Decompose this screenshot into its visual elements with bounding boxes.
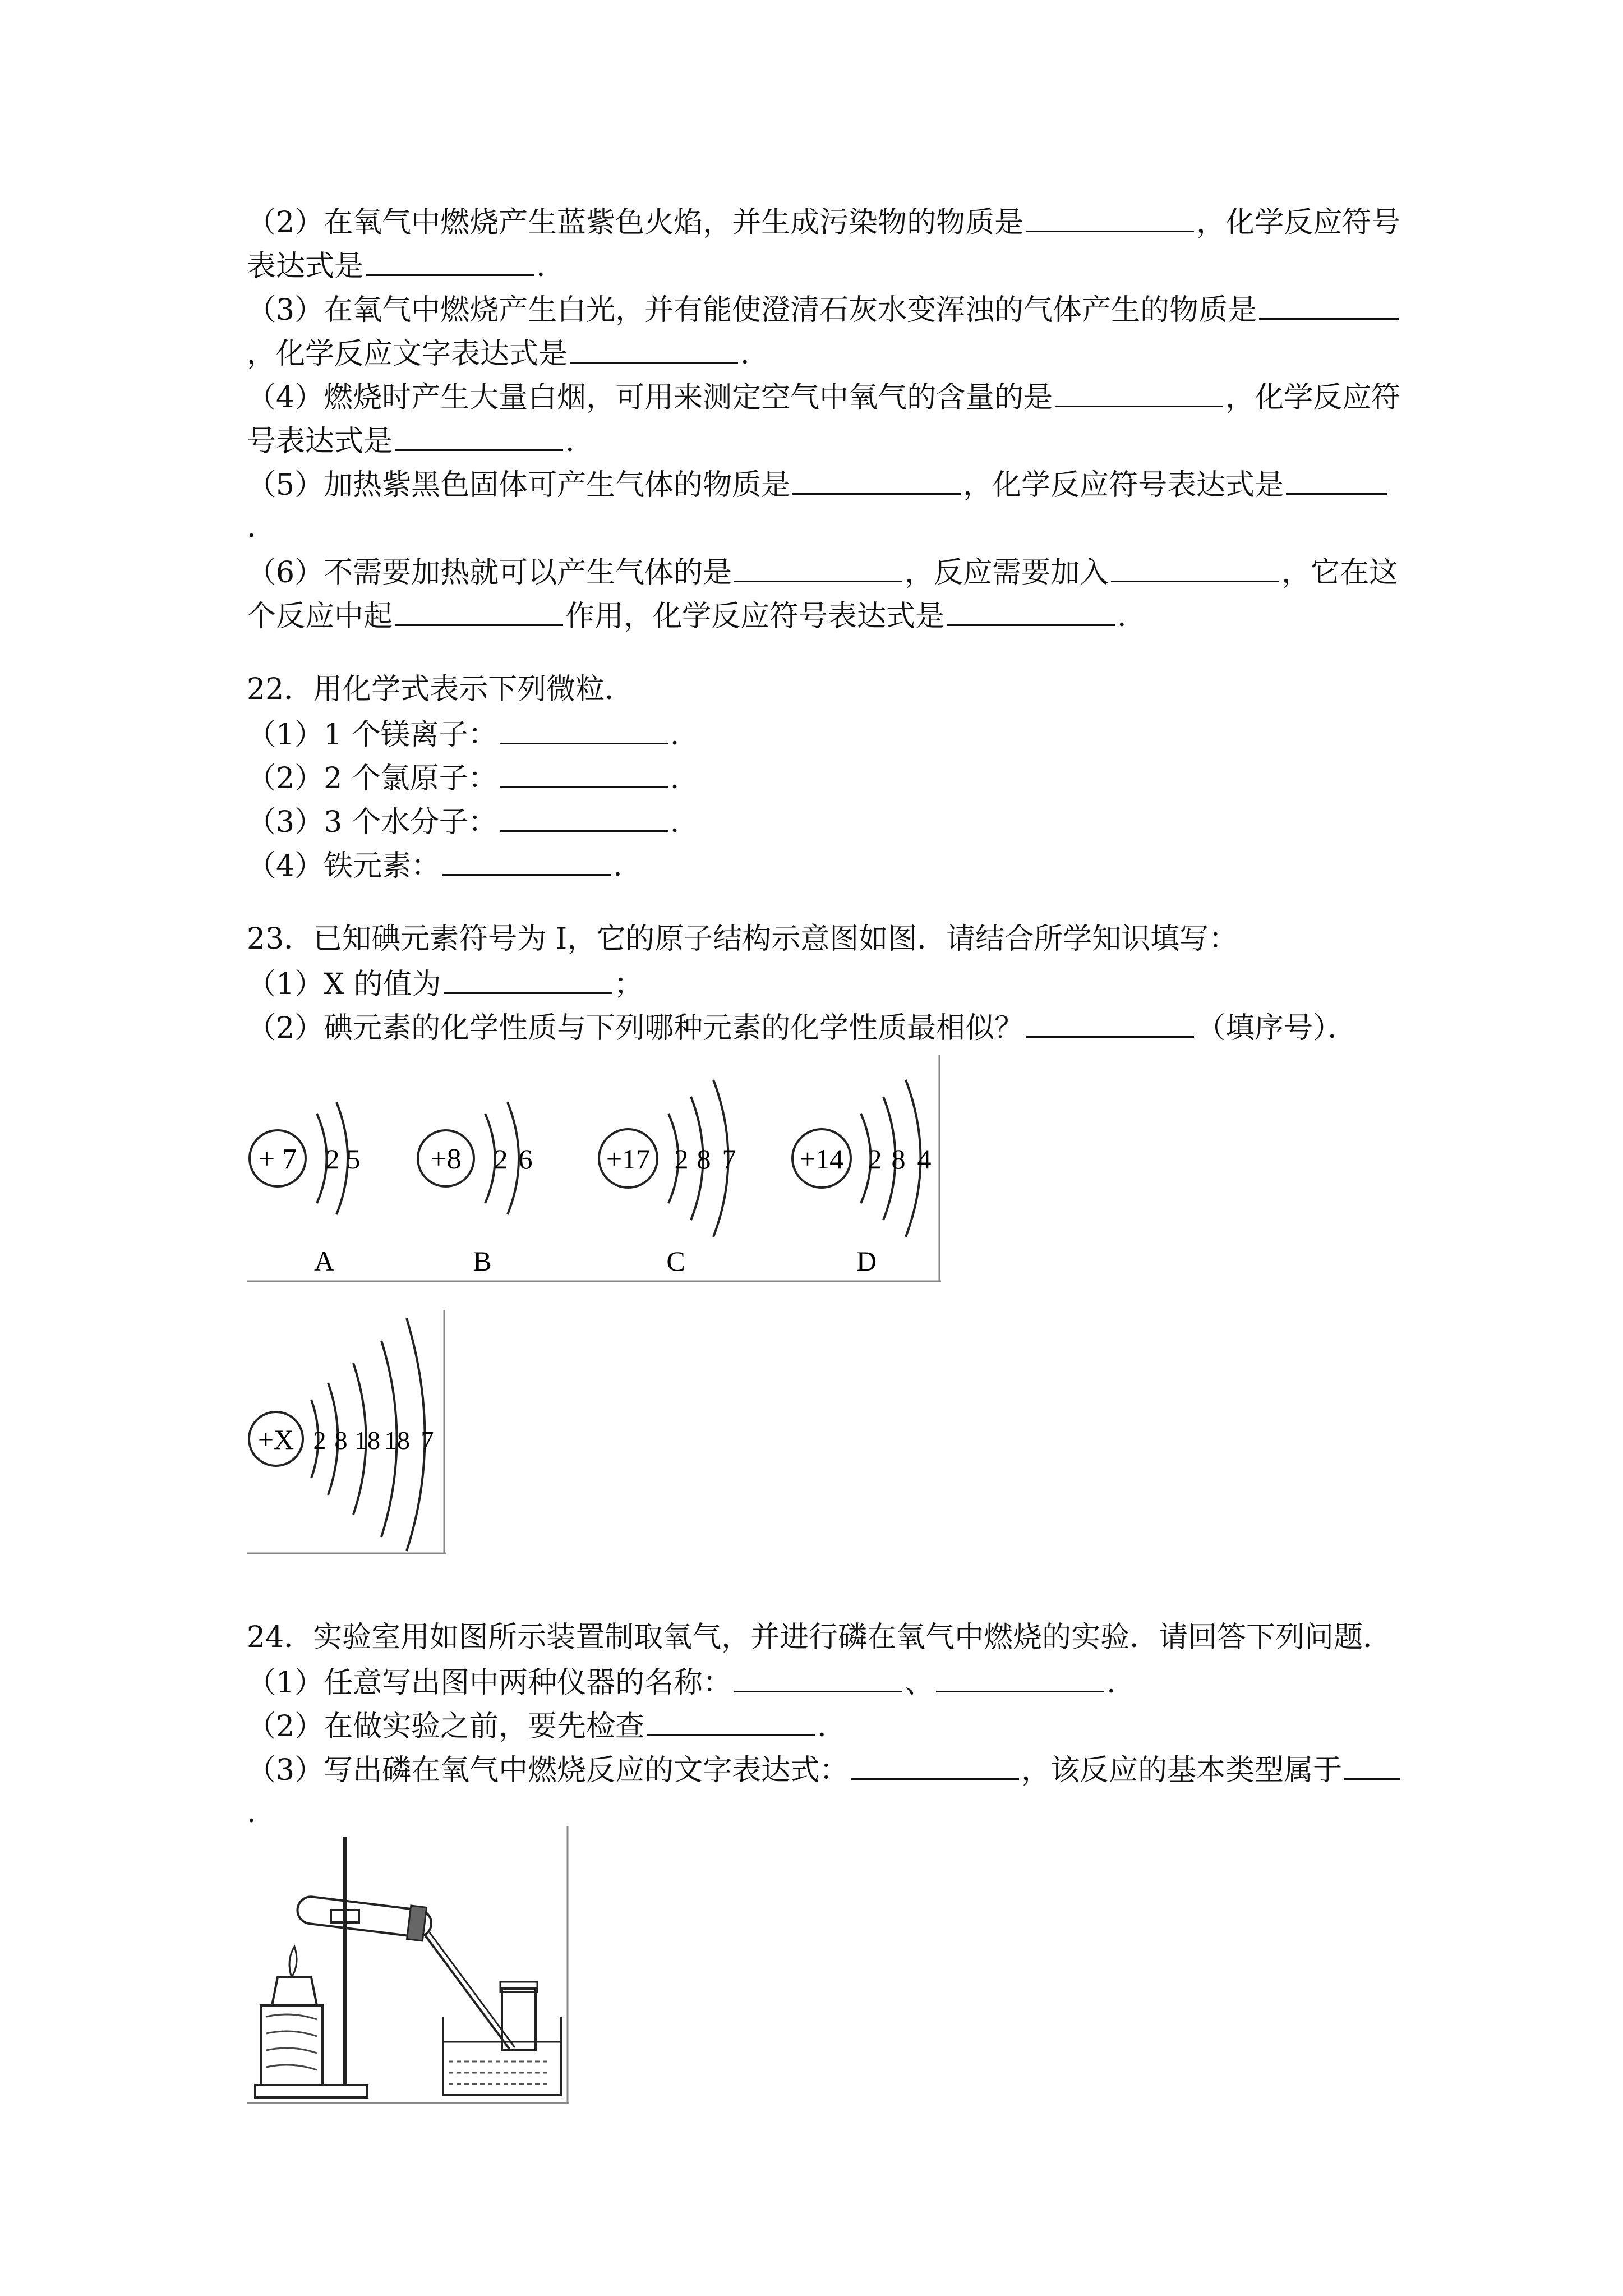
period: .	[670, 718, 680, 752]
answer-blank[interactable]	[395, 593, 563, 626]
nucleus-charge: +8	[430, 1143, 462, 1175]
period: .	[247, 510, 256, 544]
shell-electrons: 7	[421, 1426, 434, 1455]
answer-blank[interactable]	[1259, 287, 1399, 320]
answer-blank[interactable]	[792, 462, 961, 495]
nucleus-charge: +14	[799, 1143, 844, 1175]
period: .	[817, 1710, 827, 1743]
period: .	[536, 250, 546, 283]
q21-part6-line2	[247, 593, 1391, 638]
q21-part4-line2	[247, 418, 1391, 463]
wood-grain	[266, 2014, 317, 2070]
q21-part2-line2	[247, 243, 1391, 288]
q22-item-3	[247, 799, 1391, 844]
q21-part3-line1	[247, 287, 1391, 332]
q21-part2-text-c: 表达式是	[247, 250, 364, 283]
shell-electrons: 2	[325, 1143, 340, 1175]
answer-blank[interactable]	[500, 755, 668, 788]
q21-part5-text-a: （5）加热紫黑色固体可产生气体的物质是	[247, 468, 791, 502]
q24-title: 24．实验室用如图所示装置制取氧气，并进行磷在氧气中燃烧的实验．请回答下列问题．	[247, 1621, 1393, 1654]
q22-item-label: （2）2 个氯原子：	[247, 762, 497, 795]
answer-blank[interactable]	[936, 1659, 1104, 1692]
answer-blank[interactable]	[647, 1703, 815, 1736]
stand-base	[255, 2085, 367, 2097]
q21-part6-text-d: 个反应中起	[247, 600, 393, 633]
oxygen-apparatus-figure	[247, 1826, 572, 2106]
q21-part3-text-b: ，化学反应文字表达式是	[247, 337, 568, 371]
q22-item-label: （1）1 个镁离子：	[247, 718, 497, 752]
q22-item-4	[247, 843, 1391, 888]
option-label: A	[313, 1245, 335, 1277]
shell-electrons: 8	[334, 1426, 348, 1455]
shell-electrons: 5	[346, 1143, 361, 1175]
shell-electrons: 4	[917, 1143, 932, 1175]
period: .	[1106, 1666, 1116, 1700]
q23-part1-text: （1）X 的值为	[247, 968, 441, 1001]
answer-blank[interactable]	[1344, 1747, 1400, 1780]
answer-blank[interactable]	[734, 1659, 902, 1692]
answer-blank[interactable]	[1055, 374, 1223, 407]
delivery-tube	[425, 1935, 510, 2050]
q21-part3-line2	[247, 330, 1391, 376]
answer-blank[interactable]	[500, 711, 668, 744]
q22-item-1	[247, 711, 1391, 757]
shell-electrons: 6	[518, 1143, 533, 1175]
period: .	[670, 762, 680, 795]
option-label: D	[856, 1245, 877, 1277]
answer-blank[interactable]	[1026, 199, 1194, 232]
atom-diagram-a	[250, 1102, 361, 1277]
answer-blank[interactable]	[734, 549, 902, 582]
q21-part5-text-b: ，化学反应符号表达式是	[963, 468, 1284, 502]
q24-part3-text-a: （3）写出磷在氧气中燃烧反应的文字表达式：	[247, 1754, 849, 1787]
q21-part4-line1	[247, 374, 1401, 420]
answer-blank[interactable]	[444, 961, 612, 994]
flame-icon	[289, 1947, 297, 1977]
answer-blank[interactable]	[1286, 462, 1387, 495]
q21-part5-line2	[247, 505, 1391, 549]
period: .	[247, 1796, 256, 1829]
shell-electrons: 2	[313, 1426, 326, 1455]
period: .	[565, 425, 575, 458]
water-surface	[449, 2062, 550, 2084]
q21-part2-text-a: （2）在氧气中燃烧产生蓝紫色火焰，并生成污染物的物质是	[247, 206, 1024, 240]
q21-part6-text-b: ，反应需要加入	[905, 556, 1109, 590]
answer-blank[interactable]	[570, 330, 738, 364]
answer-blank[interactable]	[395, 418, 563, 451]
shell-electrons: 8	[697, 1143, 711, 1175]
q21-part6-text-a: （6）不需要加热就可以产生气体的是	[247, 556, 732, 590]
atom-diagram-d	[792, 1080, 932, 1277]
q22-title: 22．用化学式表示下列微粒．	[247, 673, 634, 706]
period: .	[613, 849, 623, 883]
answer-blank[interactable]	[947, 593, 1115, 626]
q21-part4-text-b: ，化学反应符	[1225, 381, 1401, 415]
option-label: C	[666, 1245, 685, 1277]
q23-part2	[247, 1005, 1391, 1050]
q24-part2-text: （2）在做实验之前，要先检查	[247, 1710, 645, 1743]
answer-blank[interactable]	[1111, 549, 1279, 582]
period: .	[670, 806, 680, 839]
q23-title: 23．已知碘元素符号为 I，它的原子结构示意图如图．请结合所学知识填写：	[247, 922, 1238, 956]
q24-part3-line1	[247, 1747, 1391, 1792]
q23-part2-end: （填序号）．	[1196, 1011, 1357, 1045]
q24-part1	[247, 1659, 1391, 1705]
iodine-atom-diagram	[247, 1310, 449, 1557]
q22-item-2	[247, 755, 1391, 800]
enumeration-comma: 、	[905, 1666, 934, 1700]
period: .	[1117, 600, 1127, 633]
option-label: B	[473, 1245, 492, 1277]
q21-part6-text-e: 作用，化学反应符号表达式是	[565, 600, 945, 633]
q24-part3-text-b: ，该反应的基本类型属于	[1021, 1754, 1343, 1787]
nucleus-charge: + 7	[258, 1143, 297, 1175]
q21-part2-text-b: ，化学反应符号	[1196, 206, 1401, 240]
q22-item-label: （3）3 个水分子：	[247, 806, 497, 839]
q21-part4-text-a: （4）燃烧时产生大量白烟，可用来测定空气中氧气的含量的是	[247, 381, 1053, 415]
nucleus-charge: +X	[257, 1424, 294, 1455]
q21-part6-line1	[247, 549, 1399, 595]
answer-blank[interactable]	[500, 799, 668, 832]
q21-part4-text-c: 号表达式是	[247, 425, 393, 458]
q23-part2-text: （2）碘元素的化学性质与下列哪种元素的化学性质最相似？	[247, 1011, 1024, 1045]
q24-part2	[247, 1703, 1391, 1749]
atom-diagram-c	[599, 1080, 736, 1277]
shell-electrons: 7	[722, 1143, 736, 1175]
nucleus-charge: +17	[606, 1143, 651, 1175]
semicolon: ；	[614, 968, 643, 1001]
shell-electrons: 8	[891, 1143, 906, 1175]
test-tube	[296, 1892, 434, 1942]
period: .	[740, 337, 750, 371]
shell-electrons: 18	[354, 1426, 380, 1455]
wooden-block	[261, 2005, 322, 2085]
q22-item-label: （4）铁元素：	[247, 849, 441, 883]
alcohol-lamp	[272, 1977, 317, 2005]
answer-blank[interactable]	[366, 243, 534, 276]
q21-part3-text-a: （3）在氧气中燃烧产生白光，并有能使澄清石灰水变浑浊的气体产生的物质是	[247, 293, 1257, 327]
q23-part1	[247, 961, 1391, 1006]
shell-electrons: 2	[674, 1143, 689, 1175]
shell-electrons: 2	[494, 1143, 508, 1175]
electron-shell-arc	[508, 1102, 519, 1214]
q21-part2-line1	[247, 199, 1401, 245]
answer-blank[interactable]	[1026, 1005, 1194, 1038]
answer-blank[interactable]	[851, 1747, 1019, 1780]
atom-structure-diagrams	[247, 1055, 942, 1285]
q21-part6-text-c: ，它在这	[1281, 556, 1399, 590]
rubber-stopper	[407, 1906, 427, 1941]
atom-diagram-b	[418, 1102, 533, 1277]
shell-electrons: 2	[868, 1143, 882, 1175]
q24-part1-text: （1）任意写出图中两种仪器的名称：	[247, 1666, 732, 1700]
answer-blank[interactable]	[442, 843, 611, 876]
q21-part5-line1	[247, 462, 1391, 507]
shell-electrons: 18	[384, 1426, 410, 1455]
